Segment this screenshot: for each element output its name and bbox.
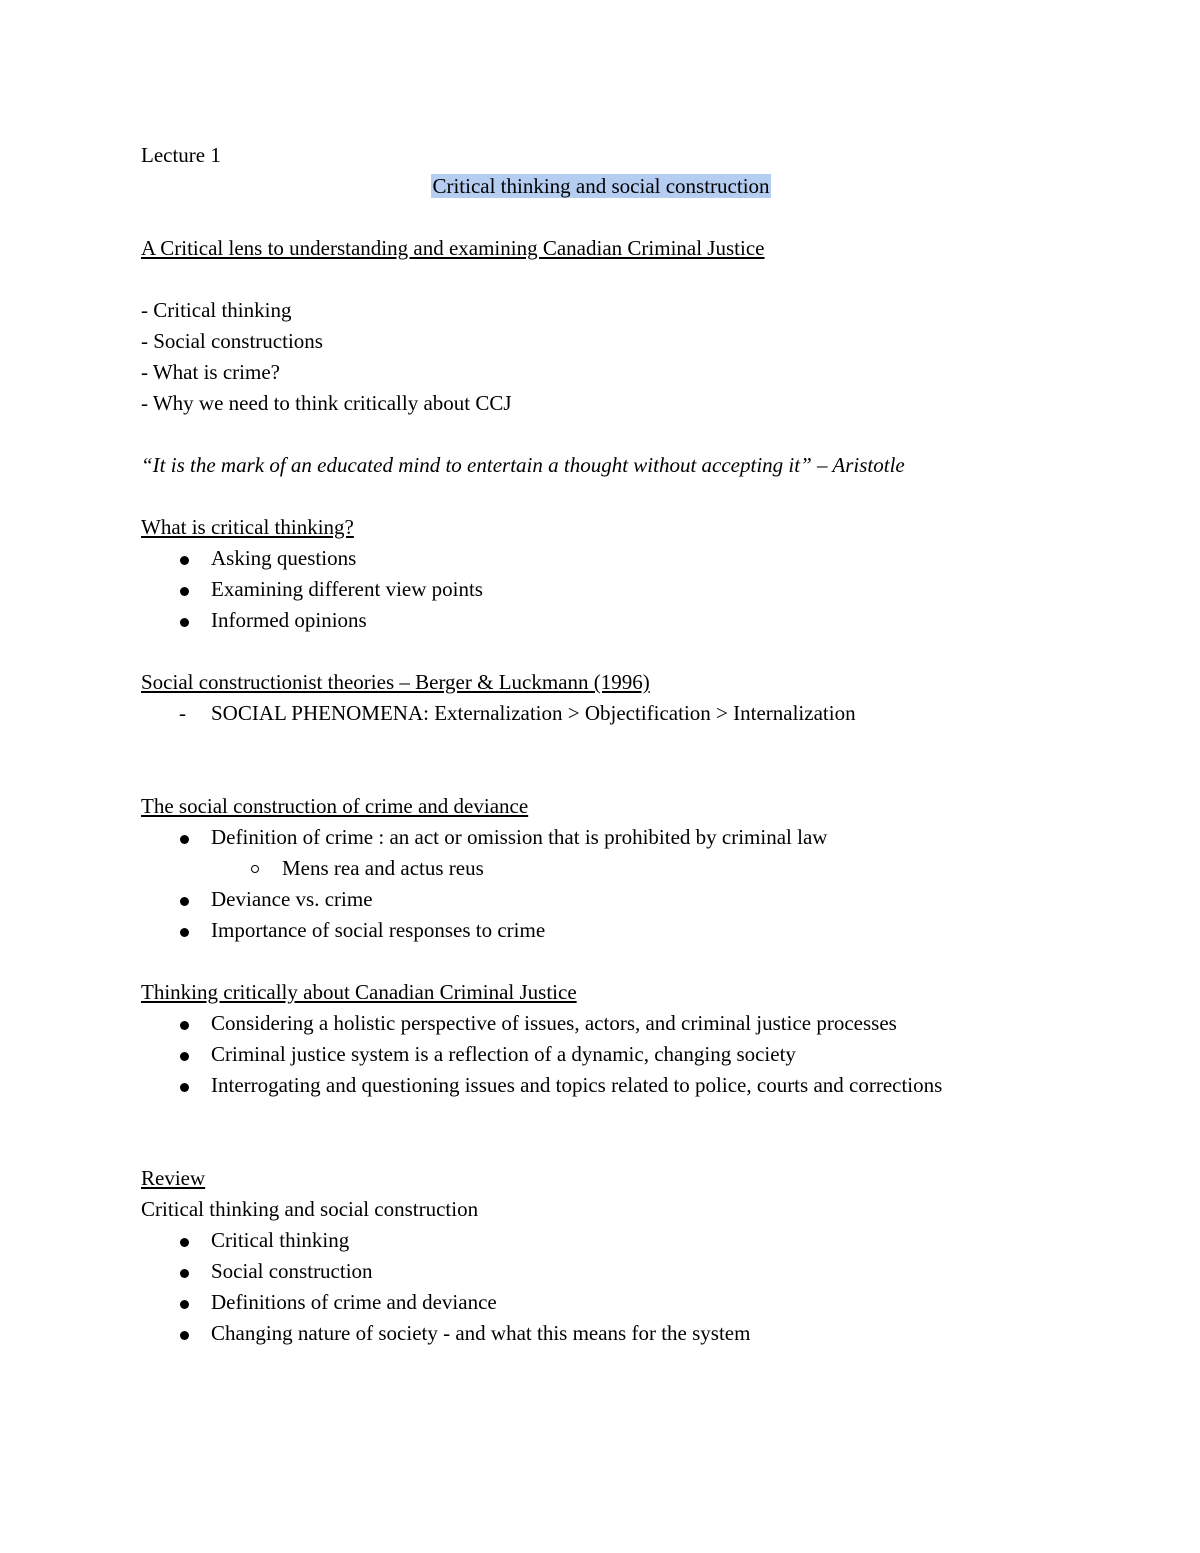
list-item xyxy=(141,1256,1061,1287)
list-item xyxy=(141,574,1061,605)
review-heading: Review xyxy=(141,1166,206,1190)
sub-list-item xyxy=(141,853,1061,884)
document-body xyxy=(141,140,1061,1349)
list-item xyxy=(141,1070,1061,1101)
list-item xyxy=(141,1225,1061,1256)
list-item xyxy=(141,915,1061,946)
bullet-icon xyxy=(180,897,189,906)
dash-marker: - xyxy=(179,701,186,725)
bullet-icon xyxy=(180,1021,189,1030)
document-title: Critical thinking and social construction xyxy=(432,174,770,198)
review-list xyxy=(141,1225,1061,1349)
list-item-text: Examining different view points xyxy=(211,577,483,601)
lecture-label: Lecture 1 xyxy=(141,143,221,167)
list-item-text: Interrogating and questioning issues and topics related to police, courts and corrections xyxy=(211,1073,943,1097)
list-item xyxy=(141,1318,1061,1349)
list-item-text: Considering a holistic perspective of issues, actors, and criminal justice processes xyxy=(211,1011,897,1035)
bullet-icon xyxy=(180,1269,189,1278)
overview-item: - Why we need to think critically about CCJ xyxy=(141,391,512,415)
hollow-bullet-icon xyxy=(251,865,259,873)
list-item xyxy=(141,698,1061,729)
bullet-icon xyxy=(180,928,189,937)
list-item xyxy=(141,1008,1061,1039)
bullet-icon xyxy=(180,587,189,596)
bullet-icon xyxy=(180,1052,189,1061)
review-subtitle: Critical thinking and social construction xyxy=(141,1197,479,1221)
list-item-text: Deviance vs. crime xyxy=(211,887,373,911)
list-item xyxy=(141,1039,1061,1070)
aristotle-quote: “It is the mark of an educated mind to entertain a thought without accepting it” – Aristotle xyxy=(141,453,905,477)
list-item-text: Importance of social responses to crime xyxy=(211,918,546,942)
overview-item: - What is crime? xyxy=(141,360,280,384)
theories-list xyxy=(141,698,1061,729)
list-item-text: Mens rea and actus reus xyxy=(282,856,484,880)
title-line xyxy=(141,171,1061,202)
overview-item: - Social constructions xyxy=(141,329,323,353)
ccj-list xyxy=(141,1008,1061,1101)
list-item-text: Definitions of crime and deviance xyxy=(211,1290,497,1314)
list-item-text: Definition of crime : an act or omission that is prohibited by criminal law xyxy=(211,825,828,849)
bullet-icon xyxy=(180,618,189,627)
list-item-text: Asking questions xyxy=(211,546,357,570)
list-item-text: Social construction xyxy=(211,1259,373,1283)
crime-heading: The social construction of crime and deviance xyxy=(141,794,529,818)
overview-heading: A Critical lens to understanding and examining Canadian Criminal Justice xyxy=(141,236,765,260)
list-item xyxy=(141,543,1061,574)
list-item xyxy=(141,605,1061,636)
bullet-icon xyxy=(180,1300,189,1309)
overview-item: - Critical thinking xyxy=(141,298,292,322)
list-item-text: SOCIAL PHENOMENA: Externalization > Objectification > Internalization xyxy=(211,701,856,725)
critical-thinking-heading: What is critical thinking? xyxy=(141,515,354,539)
list-item-text: Critical thinking xyxy=(211,1228,350,1252)
bullet-icon xyxy=(180,1331,189,1340)
list-item xyxy=(141,1287,1061,1318)
ccj-heading: Thinking critically about Canadian Criminal Justice xyxy=(141,980,577,1004)
list-item-text: Changing nature of society - and what this means for the system xyxy=(211,1321,751,1345)
bullet-icon xyxy=(180,1083,189,1092)
critical-thinking-list xyxy=(141,543,1061,636)
bullet-icon xyxy=(180,835,189,844)
bullet-icon xyxy=(180,556,189,565)
list-item-text: Criminal justice system is a reflection of a dynamic, changing society xyxy=(211,1042,796,1066)
list-item xyxy=(141,822,1061,853)
crime-list xyxy=(141,822,1061,946)
theories-heading: Social constructionist theories – Berger & Luckmann (1996) xyxy=(141,670,650,694)
list-item xyxy=(141,884,1061,915)
list-item-text: Informed opinions xyxy=(211,608,367,632)
bullet-icon xyxy=(180,1238,189,1247)
